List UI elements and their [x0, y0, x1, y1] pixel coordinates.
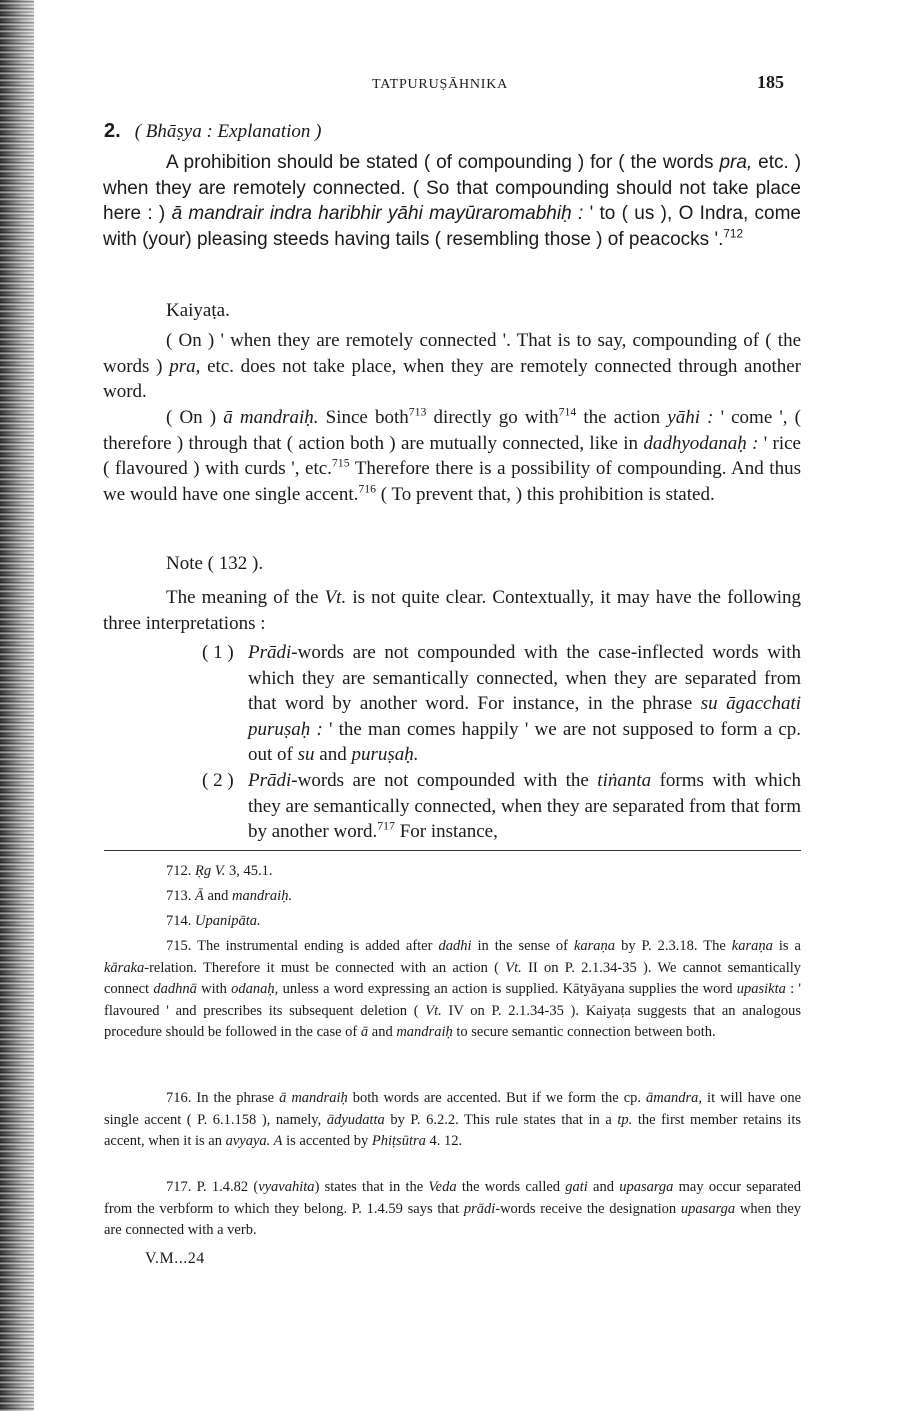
note-paragraph: The meaning of the Vt. is not quite clear. Contextually, it may have the following three interpretations :: [103, 587, 802, 634]
footnote-715: 715. The instrumental ending is added after dadhi in the sense of karaṇa by P. 2.3.18. The karaṇa is a kāraka-relation. Therefore it must be connected with an action ( Vt. II on P. 2.1.34-35 ). We cannot semantically connect dadhnā with odanaḥ, unless a word expressing an action is supplied. Kātyāyana supplies the word upasikta : ' flavoured ' and prescribes its subsequent deletion ( Vt. IV on P. 2.1.34-35 ). Kaiyaṭa suggests that an analogous procedure should be followed in the case of ā and mandraiḥ to secure semantic connection between both.: [104, 938, 802, 1040]
kaiyata-paragraph-1: ( On ) ' when they are remotely connected '. That is to say, compounding of ( the words ) pra, etc. does not take place, when they are remotely connected through another word.: [103, 330, 802, 402]
scanned-binding-edge: [0, 0, 34, 1411]
section-number: 2.: [104, 120, 121, 142]
footnote-717: 717. P. 1.4.82 (vyavahita) states that in the Veda the words called gati and upasarga may occur separated from the verbform to which they belong. P. 1.4.59 says that prādi-words receive the designation upasarga when they are connected with a verb.: [104, 1179, 802, 1238]
footnote-ref: 712: [723, 227, 744, 241]
footnote-713: 713. Ā and mandraiḥ.: [166, 888, 293, 904]
footnote-ref: 714: [558, 405, 577, 419]
signature-mark: V.M...24: [145, 1250, 205, 1267]
page-number: 185: [757, 72, 784, 92]
footnote-divider: [104, 850, 801, 851]
kaiyata-paragraph-2: ( On ) ā mandraiḥ. Since both$^{713}$ directly go with$^{714}$ the action yāhi : ' come ', ( therefore ) through that ( action both ) are mutually connected, like in dadhyodanaḥ : ' rice ( flavoured ) with curds ', etc.$^{715}$ Therefore there is a possibility of compounding. And thus we would have one single accent.$^{716}$ ( To prevent that, ) this prohibition is stated.: [103, 405, 802, 505]
note-heading: Note ( 132 ).: [166, 553, 264, 574]
footnote-ref: 713: [408, 405, 427, 419]
kaiyata-heading: Kaiyaṭa.: [166, 300, 230, 321]
footnote-712: 712. Ṛg V. 3, 45.1.: [166, 863, 273, 879]
item-number: ( 2 ): [202, 770, 234, 791]
running-header: TATPURUṢĀHNIKA: [372, 77, 509, 92]
bhasya-label: ( Bhāṣya : Explanation ): [134, 121, 322, 142]
footnote-ref: 717: [377, 819, 395, 833]
list-item: ( 2 ) Prādi-words are not compounded with the tiṅanta forms with which they are semantically connected, when they are separated from that form by another word.$^{717}$ For instance,: [202, 770, 801, 842]
item-number: ( 1 ): [202, 642, 234, 663]
bhasya-paragraph: A prohibition should be stated ( of compounding ) for ( the words pra, etc. ) when they are remotely connected. ( So that compounding should not take place here : ) ā mandrair indra haribhir yāhi mayūraromabhiḥ : ' to ( us ), O Indra, come with (your) pleasing steeds having tails ( resembling those ) of peacocks '.$^{712}$: [103, 152, 802, 250]
bhasya-heading: [104, 120, 804, 143]
list-item: ( 1 ) Prādi-words are not compounded with the case-inflected words with which they are semantically connected, when they are separated from that word by another word. For instance, in the phrase su āgacchati puruṣaḥ : ' the man comes happily ' we are not supposed to form a cp. out of su and puruṣaḥ.: [202, 642, 801, 765]
footnote-ref: 715: [331, 456, 350, 470]
footnote-ref: 716: [358, 482, 377, 496]
footnote-716: 716. In the phrase ā mandraiḥ both words are accented. But if we form the cp. āmandra, it will have one single accent ( P. 6.1.158 ), namely, ādyudatta by P. 6.2.2. This rule states that in a tp. the first member retains its accent, when it is an avyaya. A is accented by Phiṭsūtra 4. 12.: [104, 1090, 802, 1149]
footnote-714: 714. Upanipāta.: [166, 913, 261, 929]
